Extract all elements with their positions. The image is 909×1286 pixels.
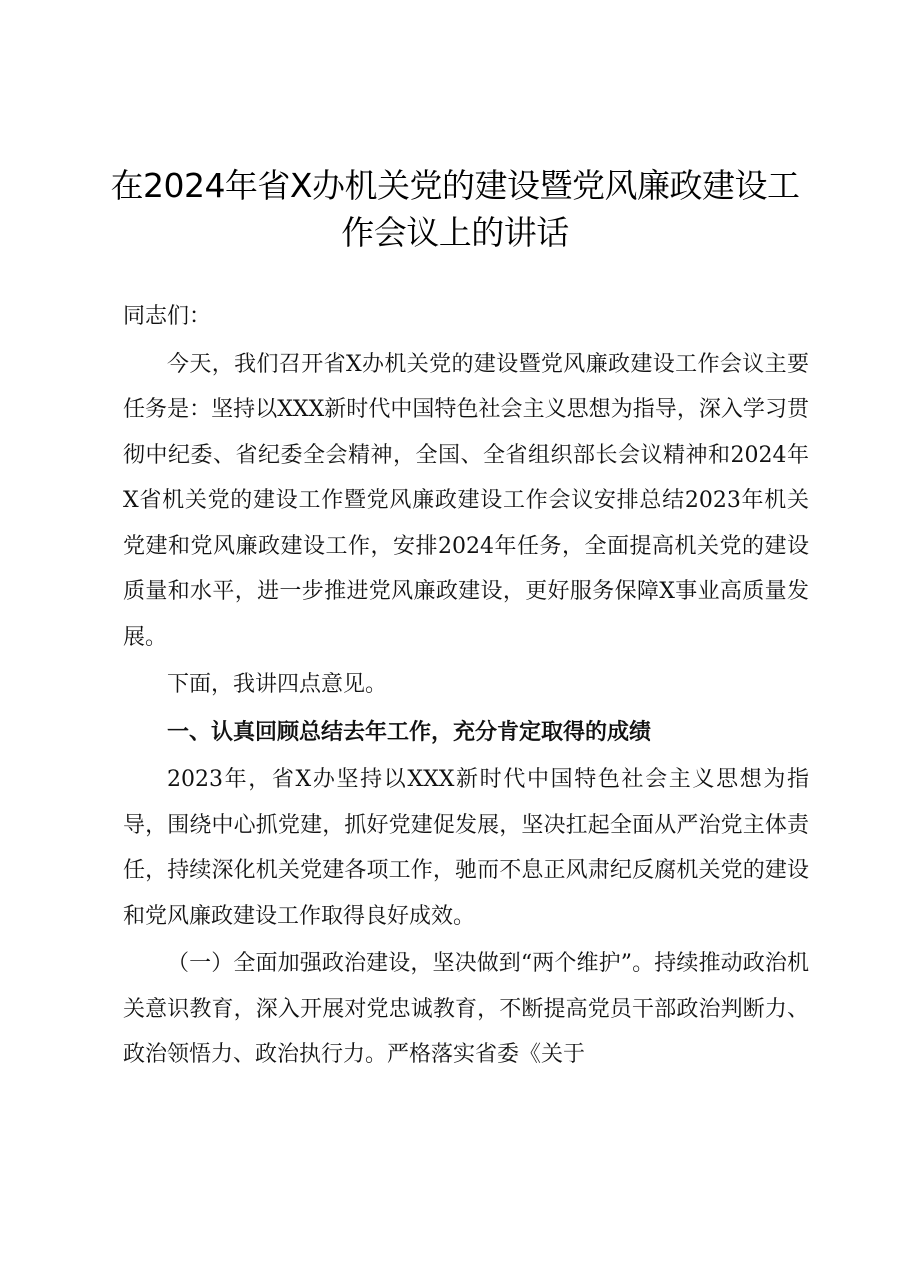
paragraph-outline: 下面，我讲四点意见。: [167, 672, 388, 697]
document-body: [123, 294, 809, 1078]
paragraph-section1-item1: （一）全面加强政治建设，坚决做到“两个维护”。持续推动政治机关意识教育，深入开展对党忠诚教育，不断提高党员干部政治判断力、政治领悟力、政治执行力。严格落实省委《关于: [123, 951, 809, 1067]
title-line-2: 作会议上的讲话: [341, 213, 569, 252]
paragraph-intro: 今天，我们召开省X办机关党的建设暨党风廉政建设工作会议主要任务是：坚持以XXX新时代中国特色社会主义思想为指导，深入学习贯彻中纪委、省纪委全会精神，全国、全省组织部长会议精神和2024年X省机关党的建设工作暨党风廉政建设工作会议安排总结2023年机关党建和党风廉政建设工作，安排2024年任务，全面提高机关党的建设质量和水平，进一步推进党风廉政建设，更好服务保障X事业高质量发展。: [123, 351, 809, 650]
paragraph-section1-summary: 2023年，省X办坚持以XXX新时代中国特色社会主义思想为指导，围绕中心抓党建，抓好党建促发展，坚决扛起全面从严治党主体责任，持续深化机关党建各项工作，驰而不息正风肃纪反腐机关党的建设和党风廉政建设工作取得良好成效。: [123, 767, 809, 929]
section-heading-1: 一、认真回顾总结去年工作，充分肯定取得的成绩: [167, 719, 652, 745]
title-line-1: 在2024年省X办机关党的建设暨党风廉政建设工: [110, 166, 800, 205]
document-title: [100, 162, 810, 256]
salutation: 同志们：: [123, 304, 212, 329]
